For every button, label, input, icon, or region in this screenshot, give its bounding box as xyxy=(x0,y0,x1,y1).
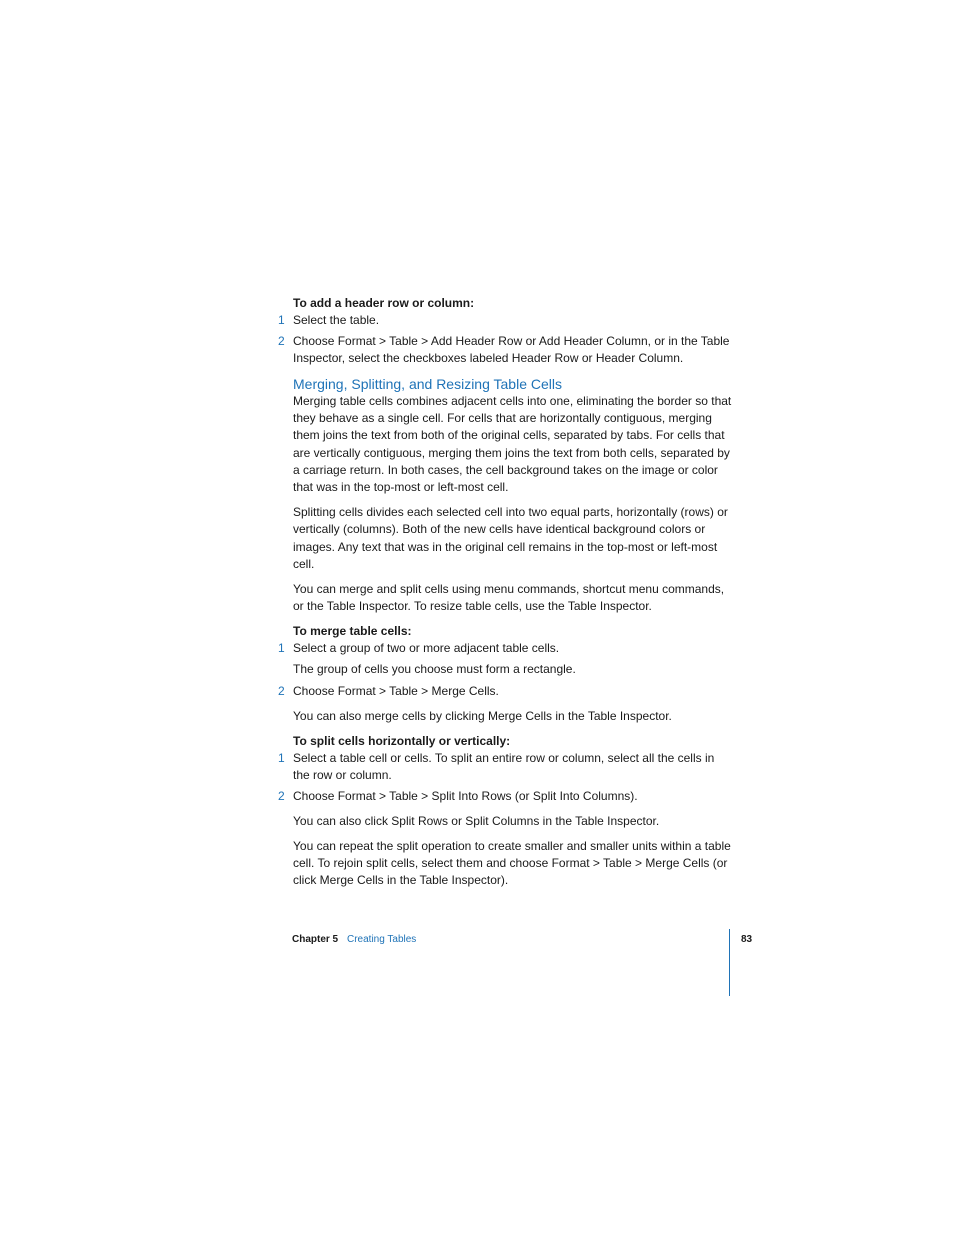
step-number: 1 xyxy=(278,641,285,656)
step-text: Choose Format > Table > Add Header Row or Add Header Column, or in the Table Inspector, select the checkboxes labeled Header Row or Header Column. xyxy=(293,334,730,365)
merge-heading: To merge table cells: xyxy=(293,624,412,639)
page-number: 83 xyxy=(741,934,753,945)
section-title: Merging, Splitting, and Resizing Table Cells xyxy=(293,376,562,392)
step-number: 1 xyxy=(278,313,285,327)
step-number: 2 xyxy=(278,334,285,348)
step-text: Choose Format > Table > Split Into Rows (or Split Into Columns). xyxy=(293,788,638,803)
header-row-step-1 xyxy=(278,312,733,329)
split-step-1 xyxy=(278,750,733,784)
split-step-2 xyxy=(278,788,733,805)
step-number: 1 xyxy=(278,750,285,765)
paragraph-merging: Merging table cells combines adjacent cells into one, eliminating the border so that they behave as a single cell. For cells that are horizontally contiguous, merging them joins the text from both of the original cells, separated by tabs. For cells that are vertically contiguous, merging them joins the text from both cells, separated by a carriage return. In both cases, the cell background takes on the image or color that was in the top-most or left-most cell. xyxy=(293,394,732,495)
header-row-step-2 xyxy=(278,333,733,367)
header-row-heading: To add a header row or column: xyxy=(293,296,475,310)
merge-step-2 xyxy=(278,683,733,700)
step-text: Choose Format > Table > Merge Cells. xyxy=(293,683,499,698)
split-note-repeat: You can repeat the split operation to create smaller and smaller units within a table cell. To rejoin split cells, select them and choose Format > Table > Merge Cells (or click Merge Cells in the Table Inspector). xyxy=(293,839,731,888)
footer-divider xyxy=(729,929,730,996)
step-text: Select the table. xyxy=(293,313,380,327)
step-text: Select a group of two or more adjacent table cells. xyxy=(293,641,560,656)
merge-step-1 xyxy=(278,640,733,657)
step-number: 2 xyxy=(278,788,285,803)
split-heading: To split cells horizontally or vertically: xyxy=(293,733,511,748)
merge-note-rectangle: The group of cells you choose must form a rectangle. xyxy=(293,662,576,677)
paragraph-splitting: Splitting cells divides each selected cell into two equal parts, horizontally (rows) or vertically (columns). Both of the new cells have identical background colors or images. Any text that was in the original cell remains in the top-most or left-most cell. xyxy=(293,505,728,571)
step-number: 2 xyxy=(278,683,285,698)
footer-chapter-label: Chapter 5 xyxy=(292,934,339,945)
split-note-inspector: You can also click Split Rows or Split Columns in the Table Inspector. xyxy=(293,813,660,828)
step-text: Select a table cell or cells. To split an entire row or column, select all the cells in the row or column. xyxy=(293,750,715,782)
merge-note-inspector: You can also merge cells by clicking Merge Cells in the Table Inspector. xyxy=(293,708,672,723)
paragraph-methods: You can merge and split cells using menu commands, shortcut menu commands, or the Table Inspector. To resize table cells, use the Table Inspector. xyxy=(293,582,725,614)
footer-chapter-title: Creating Tables xyxy=(347,934,417,945)
page-content xyxy=(278,295,733,890)
